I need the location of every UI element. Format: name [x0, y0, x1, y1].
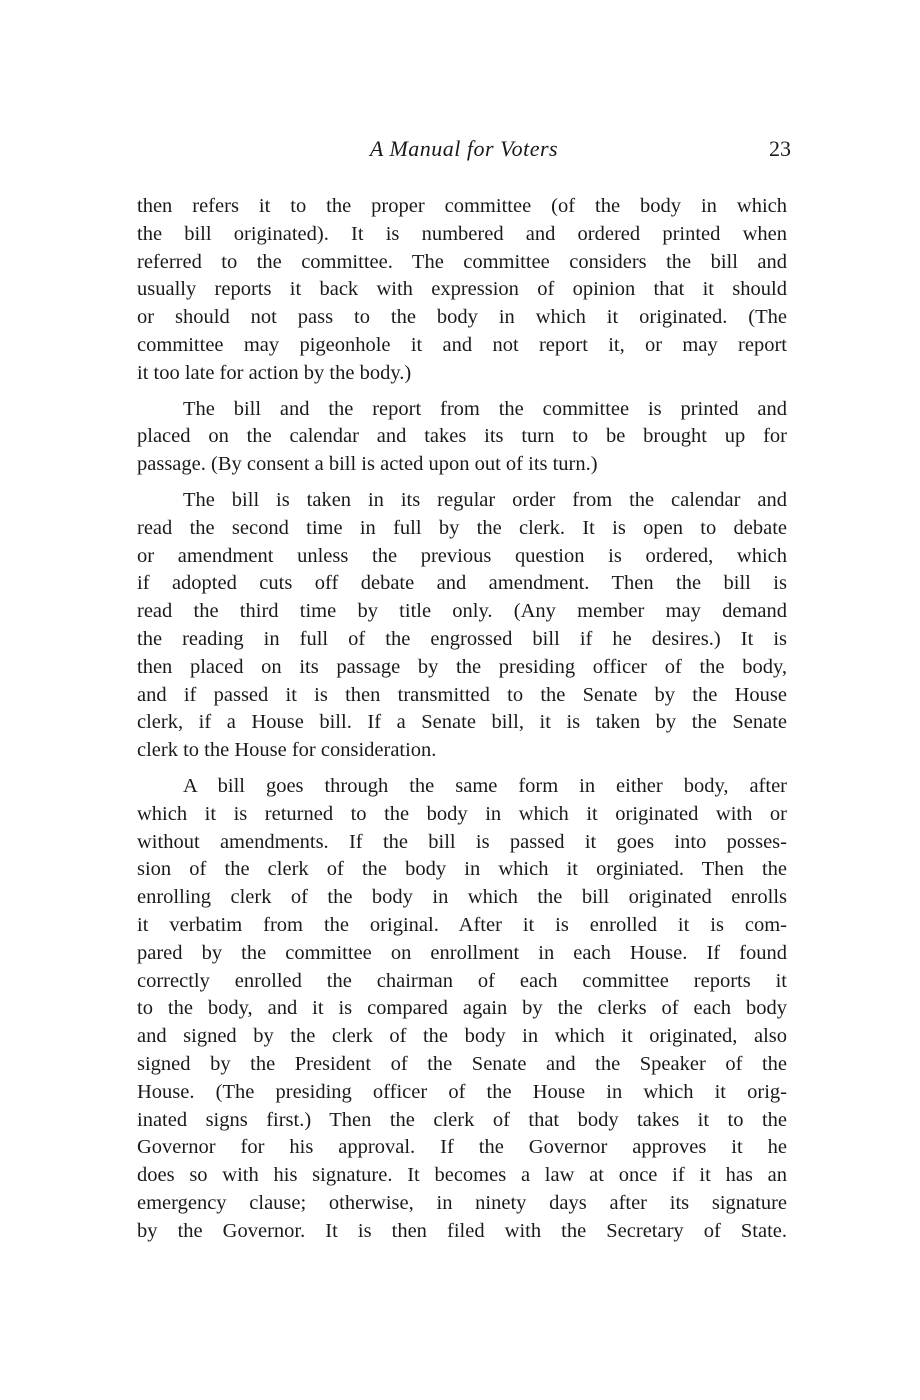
text-line: enrolling clerk of the body in which the bill originated enrolls: [137, 886, 787, 909]
running-title: A Manual for Voters: [369, 136, 559, 161]
paragraph-1: [137, 193, 787, 388]
text-line: or should not pass to the body in which it originated. (The: [137, 306, 787, 329]
text-line: the reading in full of the engrossed bill if he desires.) It is: [137, 627, 787, 650]
text-line: if adopted cuts off debate and amendment. Then the bill is: [137, 572, 787, 595]
paragraph-4: [137, 773, 787, 1246]
text-line: does so with his signature. It becomes a law at once if it has an: [137, 1164, 787, 1187]
text-line: emergency clause; otherwise, in ninety days after its signature: [137, 1191, 787, 1214]
text-line: by the Governor. It is then filed with the Secretary of State.: [137, 1219, 787, 1242]
text-line: passage. (By consent a bill is acted upon out of its turn.): [137, 453, 598, 476]
page-number: 23: [769, 136, 791, 161]
text-line: clerk to the House for consideration.: [137, 739, 437, 762]
text-line: clerk, if a House bill. If a Senate bill, it is taken by the Senate: [137, 711, 787, 734]
text-line: committee may pigeonhole it and not report it, or may report: [137, 333, 787, 356]
text-line: sion of the clerk of the body in which it orginiated. Then the: [137, 858, 787, 881]
text-line: signed by the President of the Senate and the Speaker of the: [137, 1052, 787, 1075]
text-line: usually reports it back with expression of opinion that it should: [137, 278, 787, 301]
text-line: read the third time by title only. (Any member may demand: [137, 600, 787, 623]
paragraph-2: [137, 396, 787, 479]
text-line: and signed by the clerk of the body in which it originated, also: [137, 1025, 787, 1048]
body-text: [137, 193, 787, 1253]
text-line: correctly enrolled the chairman of each committee reports it: [137, 969, 787, 992]
text-line: read the second time in full by the clerk. It is open to debate: [137, 516, 787, 539]
text-line: House. (The presiding officer of the House in which it orig-: [137, 1080, 787, 1103]
text-line: then placed on its passage by the presiding officer of the body,: [137, 655, 787, 678]
text-line: The bill is taken in its regular order from the calendar and: [183, 488, 787, 511]
text-line: the bill originated). It is numbered and ordered printed when: [137, 222, 787, 245]
text-line: and if passed it is then transmitted to the Senate by the House: [137, 683, 787, 706]
text-line: placed on the calendar and takes its turn to be brought up for: [137, 425, 787, 448]
running-head: [137, 136, 791, 166]
text-line: A bill goes through the same form in either body, after: [183, 774, 787, 797]
text-line: it too late for action by the body.): [137, 361, 412, 384]
text-line: inated signs first.) Then the clerk of that body takes it to the: [137, 1108, 787, 1131]
text-line: or amendment unless the previous question is ordered, which: [137, 544, 787, 567]
text-line: referred to the committee. The committee considers the bill and: [137, 250, 787, 273]
text-line: Governor for his approval. If the Governor approves it he: [137, 1136, 787, 1159]
text-line: then refers it to the proper committee (of the body in which: [137, 195, 787, 217]
paragraph-3: [137, 487, 787, 765]
text-line: which it is returned to the body in which it originated with or: [137, 802, 787, 825]
text-line: it verbatim from the original. After it is enrolled it is com-: [137, 913, 787, 936]
text-line: pared by the committee on enrollment in each House. If found: [137, 941, 787, 964]
text-line: to the body, and it is compared again by the clerks of each body: [137, 997, 787, 1020]
text-line: without amendments. If the bill is passed it goes into posses-: [137, 830, 787, 853]
text-line: The bill and the report from the committee is printed and: [183, 397, 787, 420]
